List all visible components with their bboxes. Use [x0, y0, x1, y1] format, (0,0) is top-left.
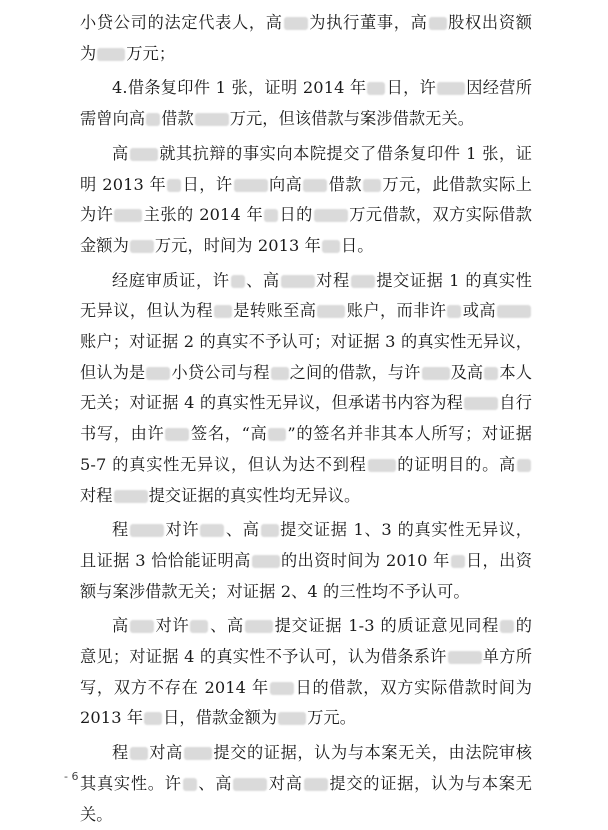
redaction-mark — [497, 305, 531, 318]
redaction-mark — [183, 778, 197, 791]
redaction-mark — [281, 275, 315, 288]
paragraph-3 — [80, 139, 532, 262]
text-segment: 的意见；对证据 4 的真实性不予认可，认为借条系许 — [80, 616, 532, 667]
redaction-mark — [130, 148, 158, 161]
paragraph-6 — [80, 611, 532, 734]
text-segment: 万元借款，双方实际借款金额为 — [80, 205, 533, 255]
text-segment: 就其抗辩的事实向本院提交了借条复印件 1 张，证明 2013 年 — [80, 143, 532, 194]
redaction-mark — [271, 367, 289, 380]
redaction-mark — [367, 82, 385, 95]
redaction-mark — [422, 367, 450, 380]
text-segment: 万元，时间为 2013 年 — [154, 235, 321, 255]
redaction-mark — [130, 747, 148, 760]
text-segment: 万元，此借款实际上为许 — [80, 174, 533, 225]
text-segment: 日的 — [279, 205, 313, 225]
redaction-mark — [184, 747, 212, 760]
redaction-mark — [284, 17, 308, 30]
text-segment: 日，借款金额为 — [163, 708, 278, 728]
text-segment: 万元。 — [307, 708, 357, 728]
redaction-mark — [261, 524, 279, 537]
redaction-mark — [130, 240, 154, 253]
text-segment: 账户，而非许 — [346, 301, 447, 321]
redaction-mark — [484, 367, 498, 380]
redaction-mark — [195, 113, 229, 126]
redaction-mark — [144, 712, 162, 725]
text-segment: 对许 — [154, 616, 190, 636]
text-segment: 的证明目的。高 — [396, 454, 516, 474]
text-segment: 是转账至高 — [232, 301, 317, 321]
redaction-mark — [190, 620, 208, 633]
text-segment: 日，出资额与案涉借款无关；对证据 2、4 的三性均不予认可。 — [80, 550, 532, 601]
text-segment: 小贷公司与程 — [171, 362, 270, 382]
text-segment: 高 — [112, 143, 129, 163]
redaction-mark — [437, 82, 465, 95]
text-segment: ”的签名并非其本人所写；对证据 5-7 的真实性无异议，但认为达不到程 — [80, 424, 533, 474]
redaction-mark — [231, 275, 245, 288]
redaction-mark — [146, 113, 160, 126]
text-segment: 对高 — [268, 773, 303, 793]
text-segment: 之间的借款，与许 — [289, 362, 421, 382]
redaction-mark — [200, 524, 224, 537]
paragraph-1 — [80, 8, 532, 69]
redaction-mark — [303, 179, 327, 192]
redaction-mark — [234, 179, 268, 192]
paragraph-2 — [80, 73, 532, 134]
redaction-mark — [268, 428, 286, 441]
redaction-mark — [322, 240, 340, 253]
text-segment: 、高 — [225, 520, 260, 540]
text-segment: 程 — [112, 743, 129, 763]
text-segment: 自行书写，由许 — [80, 393, 532, 444]
text-segment: 日，许 — [386, 78, 437, 98]
text-segment: 本人无关；对证据 4 的真实性无异议，但承诺书内容为程 — [80, 362, 532, 413]
text-segment: 日。 — [340, 235, 374, 255]
document-body — [80, 8, 532, 830]
redaction-mark — [114, 209, 142, 222]
redaction-mark — [429, 17, 447, 30]
text-segment: 对许 — [164, 520, 200, 540]
text-segment: 、高 — [209, 616, 244, 636]
redaction-mark — [214, 305, 232, 318]
text-segment: 对程 — [80, 485, 113, 505]
text-segment: 高 — [112, 616, 129, 636]
text-segment: 提交证据 1、3 的真实性无异议，且证据 3 恰恰能证明高 — [80, 520, 533, 570]
text-segment: 提交证据 1-3 的质证意见同程 — [273, 616, 500, 636]
text-segment: 、高 — [197, 773, 233, 793]
text-segment: 4.借条复印件 1 张，证明 2014 年 — [112, 78, 367, 98]
text-segment: 借款 — [161, 109, 194, 129]
text-segment: 日的借款，双方实际借款时间为 2013 年 — [80, 677, 533, 728]
paragraph-7 — [80, 738, 532, 830]
redaction-mark — [130, 620, 154, 633]
text-segment: 提交的证据，认为与本案无关，由法院审核其真实性。许 — [80, 743, 532, 793]
redaction-mark — [363, 179, 381, 192]
text-segment: 对程 — [315, 270, 350, 290]
redaction-mark — [245, 620, 273, 633]
text-segment: 为执行董事，高 — [308, 13, 428, 32]
text-segment: 签名，“高 — [190, 424, 268, 444]
redaction-mark — [448, 651, 482, 664]
redaction-mark — [451, 555, 465, 568]
page-number: - 6 - — [64, 770, 86, 783]
text-segment: 的出资时间为 2010 年 — [280, 550, 450, 570]
redaction-mark — [314, 209, 348, 222]
text-segment: 及高 — [450, 362, 484, 382]
redaction-mark — [278, 712, 306, 725]
redaction-mark — [167, 179, 181, 192]
text-segment: 经庭审质证，许 — [112, 270, 230, 290]
paragraph-4 — [80, 266, 532, 512]
redaction-mark — [464, 397, 498, 410]
redaction-mark — [114, 490, 148, 503]
redaction-mark — [368, 459, 396, 472]
redaction-mark — [233, 778, 267, 791]
text-segment: 因经营所需曾向高 — [80, 78, 532, 129]
redaction-mark — [304, 778, 328, 791]
text-segment: 提交的证据，认为与本案无关。 — [80, 773, 533, 824]
redaction-mark — [351, 275, 375, 288]
redaction-mark — [264, 209, 278, 222]
text-segment: 万元，但该借款与案涉借款无关。 — [229, 109, 475, 129]
redaction-mark — [270, 682, 294, 695]
redaction-mark — [317, 305, 345, 318]
text-segment: 股权出资额为 — [80, 13, 533, 63]
text-segment: 提交证据 1 的真实性无异议，但认为程 — [80, 270, 532, 321]
text-segment: 提交证据的真实性均无异议。 — [148, 485, 361, 505]
text-segment: 借款 — [328, 174, 363, 194]
paragraph-5 — [80, 515, 532, 607]
redaction-mark — [500, 620, 514, 633]
text-segment: 对高 — [148, 743, 183, 763]
text-segment: 万元； — [126, 43, 176, 63]
redaction-mark — [252, 555, 280, 568]
redaction-mark — [165, 428, 189, 441]
redaction-mark — [130, 524, 164, 537]
redaction-mark — [97, 48, 125, 61]
text-segment: 主张的 2014 年 — [143, 205, 264, 225]
redaction-mark — [447, 305, 461, 318]
redaction-mark — [146, 367, 170, 380]
text-segment: 账户；对证据 2 的真实不予认可；对证据 3 的真实性无异议，但认为是 — [80, 332, 532, 382]
text-segment: 单方所写，双方不存在 2014 年 — [80, 647, 532, 697]
redaction-mark — [517, 459, 531, 472]
text-segment: 向高 — [268, 174, 303, 194]
text-segment: 或高 — [462, 301, 496, 321]
text-segment: 小贷公司的法定代表人，高 — [80, 13, 283, 32]
text-segment: 、高 — [245, 270, 280, 290]
text-segment: 日，许 — [182, 174, 233, 194]
text-segment: 程 — [112, 520, 129, 540]
